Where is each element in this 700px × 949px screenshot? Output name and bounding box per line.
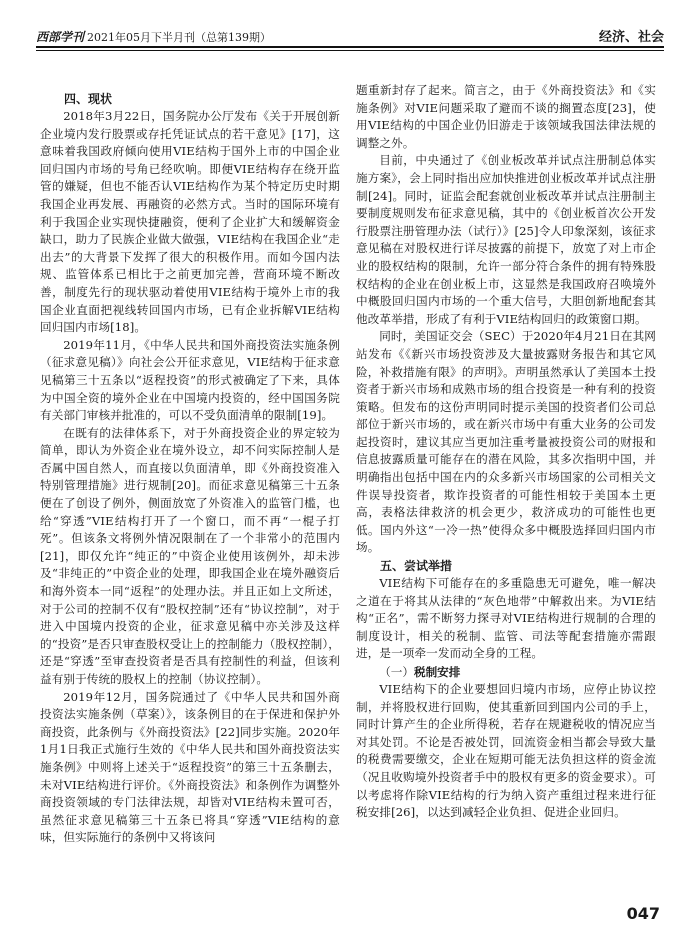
issue-info: 2021年05月下半月刊（总第139期） bbox=[87, 31, 272, 44]
paragraph: 目前，中央通过了《创业板改革并试点注册制总体实施方案》，会上同时指出应加快推进创业板改革并试点注册制[24]。同时，证监会配套就创业板改革并试点注册制主要制度规则发布征求意见稿，其中的《创业板首次公开发行股票注册管理办法（试行）》[25]令人印象深刻，该征求意见稿在对股权进行详尽披露的前提下，放宽了对上市企业的股权结构的限制，允许一部分符合条件的拥有特殊股权结构的企业在创业板上市，这显然是我国政府召唤境外中概股回归国内市场的一个重大信号，大胆创新地配套其他改革举措，形成了有利于VIE结构回归的政策窗口期。 bbox=[356, 153, 656, 326]
subsection-title: 税制安排 bbox=[413, 665, 461, 679]
journal-info bbox=[36, 28, 271, 45]
paragraph: 2018年3月22日，国务院办公厅发布《关于开展创新企业境内发行股票或存托凭证试点的若干意见》[17]，这意味着我国政府倾向使用VIE结构于国外上市的中国企业回归国内市场的号角已经吹响。即便VIE结构存在绕开监管的嫌疑，但也不能否认VIE结构作为某个特定历史时期我国企业再发展、再融资的必然方式。当时的国际环境有利于我国企业实现快捷融资，便利了企业扩大和缓解资金缺口，助力了民族企业做大做强，VIE结构在我国企业“走出去”的大背景下发挥了很大的积极作用。而如今国内法规、监管体系已相比于之前更加完善，营商环境不断改善，制度先行的现状驱动着使用VIE结构于境外上市的我国企业直面把视线转回国内市场，已有企业拆解VIE结构回归国内市场[18]。 bbox=[40, 109, 340, 335]
section-heading: 四、现状 bbox=[64, 92, 113, 106]
journal-logo: 西部学刊 bbox=[36, 30, 85, 44]
subsection-number: （一） bbox=[379, 665, 414, 679]
paragraph: VIE结构下可能存在的多重隐患无可避免，唯一解决之道在于将其从法律的“灰色地带”中解救出来。为VIE结构“正名”，需不断努力探寻对VIE结构进行规制的合理的制度设计，相关的税制、监管、司法等配套措施亦需跟进，是一项牵一发而动全身的工程。 bbox=[356, 576, 656, 661]
paragraph: VIE结构下的企业要想回归境内市场，应停止协议控制，并将股权进行回购，使其重新回到国内公司的手上，同时计算产生的企业所得税，若存在规避税收的情况应当对其处罚。不论是否被处罚，回流资金相当都会导致大量的税费需要缴交，企业在短期可能无法负担这样的资金流（况且收购境外投资者手中的股权有更多的资金要求）。可以考虑将作除VIE结构的行为纳入资产重组过程来进行征税安排[26]，以达到减轻企业负担、促进企业回归。 bbox=[356, 682, 656, 820]
subsection-heading bbox=[356, 663, 656, 681]
left-column bbox=[40, 90, 340, 890]
paragraph: 2019年11月，《中华人民共和国外商投资法实施条例（征求意见稿）》向社会公开征求意见，VIE结构于征求意见稿第三十五条以“返程投资”的形式被确定了下来，具体为中国全资的境外企业在中国境内投资的，经中国国务院有关部门审核并批准的，可以不受负面清单的限制[19]。 bbox=[40, 337, 340, 423]
paragraph: 在既有的法律体系下，对于外商投资企业的界定较为简单，即认为外资企业在境外设立，却不问实际控制人是否属中国自然人，而直接以负面清单，即《外商投资准入特别管理措施》进行规制[20]。而征求意见稿第三十五条便在了创设了例外，侧面放宽了外资准入的监管门槛，也给“穿透”VIE结构打开了一个窗口，而不再“一棍子打死”。但该条文将例外情况限制在了一个非常小的范围内[21]，即仅允许“纯正的”中资企业使用该例外，却未涉及“非纯正的”中资企业的处理，即我国企业在境外融资后和海外资本一同“返程”的处理办法。并且正如上文所述，对于公司的控制不仅有“股权控制”还有“协议控制”，对于进入中国境内投资的企业，征求意见稿中亦关涉及这样的“投资”是否只审查股权受让上的控制能力（股权控制），还是“穿透”至审查投资者是否具有控制性的利益，但该利益有别于传统的股权上的控制（协议控制）。 bbox=[40, 425, 340, 686]
paragraph: 2019年12月，国务院通过了《中华人民共和国外商投资法实施条例（草案）》，该条例目的在于保进和保护外商投资，此条例与《外商投资法》[22]同步实施。2020年1月1日我正式施行生效的《中华人民共和国外商投资法实施条例》中则将上述关于“返程投资”的第三十五条删去，未对VIE结构进行评价。《外商投资法》和条例作为调整外商投资领域的专门法律法规，却皆对VIE结构未置可否，虽然征求意见稿第三十五条已将具“穿透”VIE结构的意味，但实际施行的条例中又将该问 bbox=[40, 689, 340, 845]
header-rule-thin bbox=[36, 50, 664, 51]
page-number: 047 bbox=[626, 904, 660, 923]
section-heading: 五、尝试举措 bbox=[380, 559, 453, 574]
header-rule bbox=[36, 46, 664, 48]
right-column bbox=[356, 82, 656, 882]
paragraph: 题重新封存了起来。简言之，由于《外商投资法》和《实施条例》对VIE问题采取了避而不谈的搁置态度[23]，使用VIE结构的中国企业仍旧游走于该领域我国法律法规的调整之外。 bbox=[356, 83, 656, 150]
paragraph: 同时，美国证交会（SEC）于2020年4月21日在其网站发布《《新兴市场投资涉及大量披露财务报告和其它风险，补救措施有限》的声明》。声明虽然承认了美国本土投资者于新兴市场和成熟市场的组合投资是一种有利的投资策略。但发布的这份声明同时提示美国的投资者们公司总部位于新兴市场的，或在新兴市场中有重大业务的公司发起投资时，建议其应当更加注重考量被投资公司的财报和信息披露质量可能存在的潜在风险，其多次指明中国，并明确指出包括中国在内的众多新兴市场国家的公司相关文件误导投资者，欺诈投资者的可能性相较于美国本土更高，表格法律救济的机会更少，救济成功的可能性也更低。国内外这“一冷一热”使得众多中概股选择回归国内市场。 bbox=[356, 329, 656, 555]
page-header bbox=[36, 26, 664, 52]
section-title: 经济、社会 bbox=[598, 30, 664, 45]
